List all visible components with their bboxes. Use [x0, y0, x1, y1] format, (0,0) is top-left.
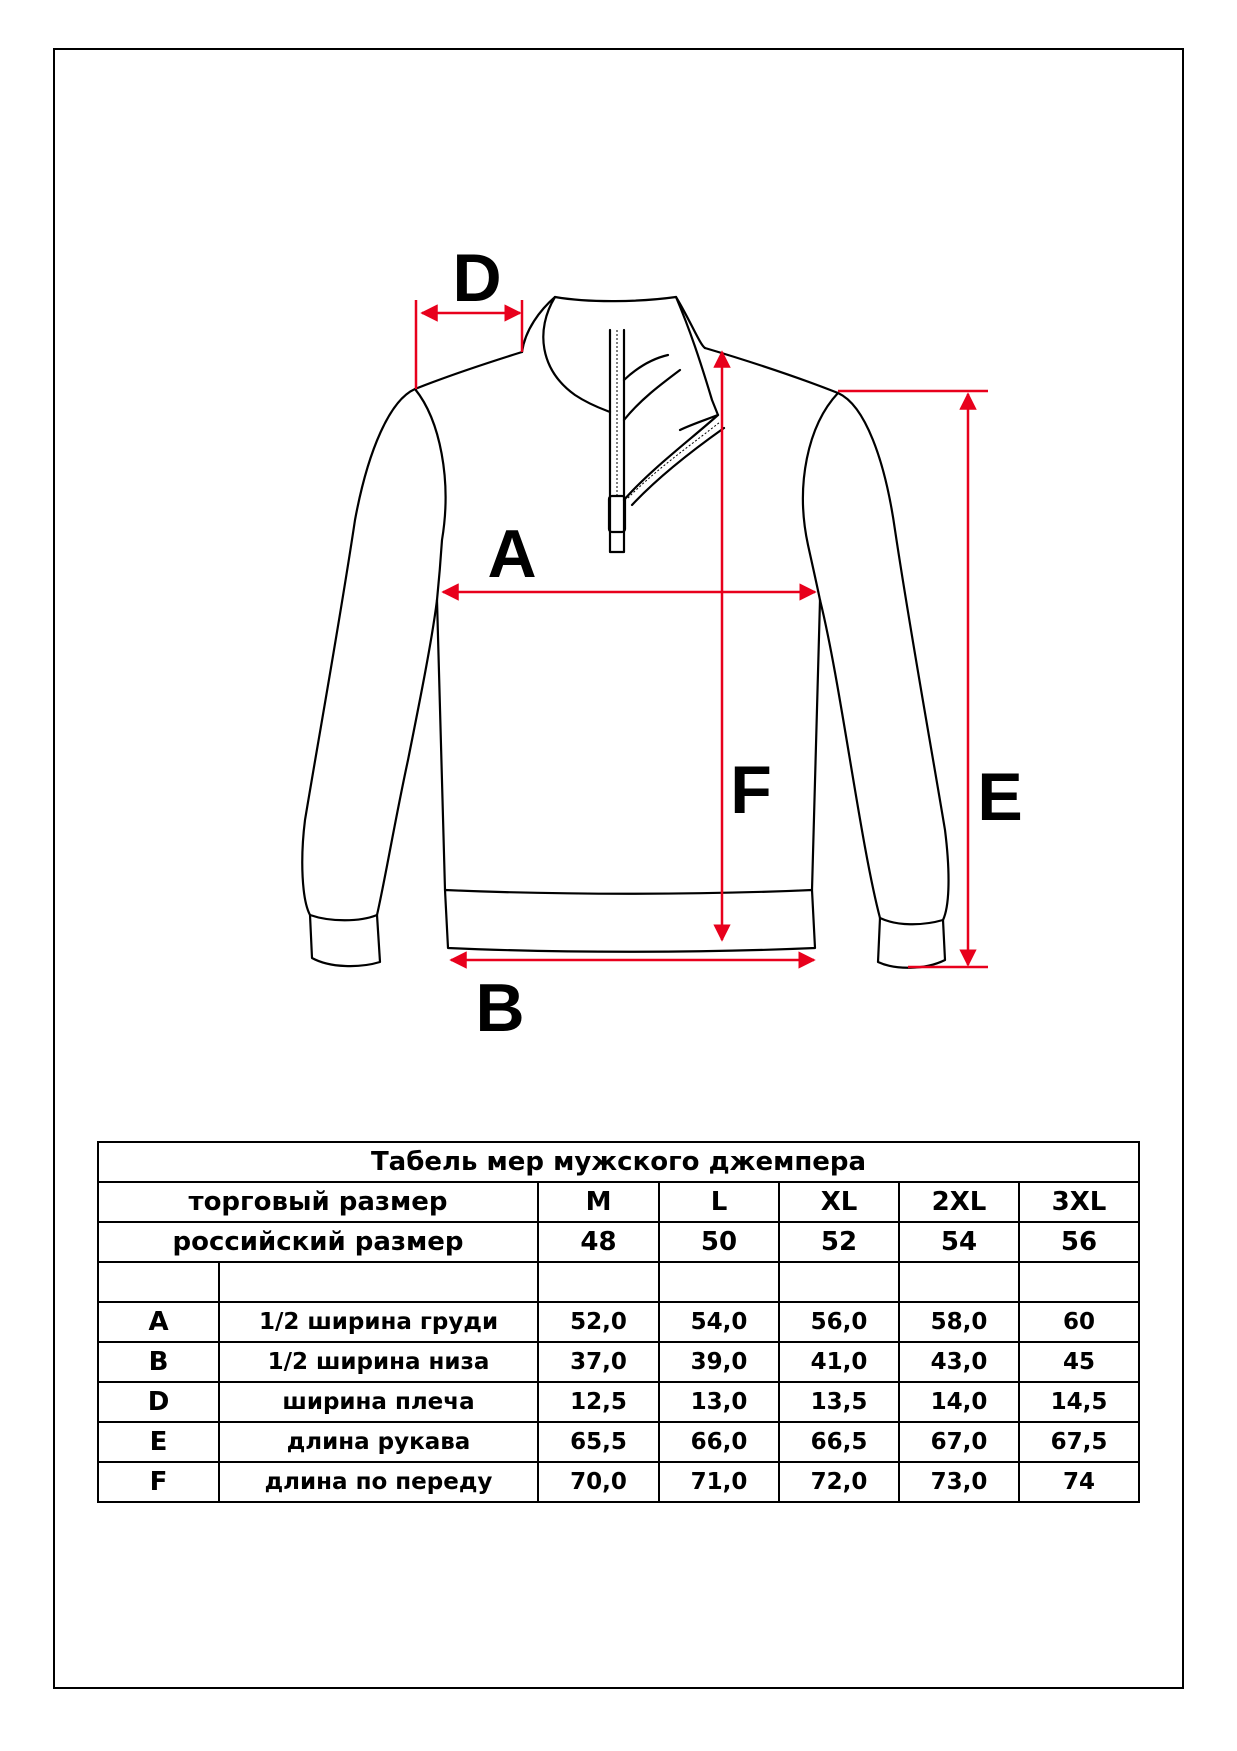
size-table-wrap: [97, 1141, 1138, 1503]
empty-cell: [779, 1262, 899, 1302]
measure-value: 52,0: [538, 1302, 659, 1342]
measure-code: A: [98, 1302, 219, 1342]
measure-value: 72,0: [779, 1462, 899, 1502]
measure-value: 67,0: [899, 1422, 1019, 1462]
zipper-pull: [609, 496, 625, 532]
table-row: [98, 1342, 1139, 1382]
right-sleeve: [820, 393, 949, 968]
table-row: [98, 1382, 1139, 1422]
zip-placket-diag2: [632, 428, 724, 505]
russian-size-cell: 52: [779, 1222, 899, 1262]
measure-code: F: [98, 1462, 219, 1502]
label-e: E: [977, 759, 1023, 835]
empty-spacer-row: [98, 1262, 1139, 1302]
table-row: [98, 1462, 1139, 1502]
measure-value: 12,5: [538, 1382, 659, 1422]
empty-cell: [659, 1262, 779, 1302]
russian-size-row: [98, 1222, 1139, 1262]
measure-label: длина по переду: [219, 1462, 538, 1502]
measure-value: 43,0: [899, 1342, 1019, 1382]
measure-lines: [416, 300, 988, 967]
body-right-side: [812, 600, 820, 890]
trade-size-label: торговый размер: [98, 1182, 538, 1222]
right-shoulder: [705, 348, 838, 393]
label-f: F: [730, 752, 772, 828]
measure-code: B: [98, 1342, 219, 1382]
measure-value: 37,0: [538, 1342, 659, 1382]
trade-size-row: [98, 1182, 1139, 1222]
measure-label: ширина плеча: [219, 1382, 538, 1422]
measure-value: 39,0: [659, 1342, 779, 1382]
measure-label: 1/2 ширина низа: [219, 1342, 538, 1382]
measure-value: 14,0: [899, 1382, 1019, 1422]
left-cuff: [310, 915, 377, 920]
jumper-outline: [302, 297, 948, 968]
right-armhole: [803, 393, 838, 600]
empty-cell: [899, 1262, 1019, 1302]
measure-label: 1/2 ширина груди: [219, 1302, 538, 1342]
label-b: B: [475, 970, 525, 1046]
measure-code: D: [98, 1382, 219, 1422]
label-a: A: [487, 516, 537, 592]
measure-value: 13,0: [659, 1382, 779, 1422]
measure-value: 56,0: [779, 1302, 899, 1342]
measure-value: 73,0: [899, 1462, 1019, 1502]
zip-facing: [624, 355, 668, 380]
left-shoulder: [415, 352, 522, 389]
table-title: Табель мер мужского джемпера: [98, 1142, 1139, 1182]
measure-value: 54,0: [659, 1302, 779, 1342]
table-title-row: [98, 1142, 1139, 1182]
measure-value: 67,5: [1019, 1422, 1139, 1462]
measure-label: длина рукава: [219, 1422, 538, 1462]
russian-size-cell: 56: [1019, 1222, 1139, 1262]
collar-right-fold: [676, 297, 718, 430]
body-left-side: [437, 600, 445, 890]
hem-band: [445, 890, 815, 952]
left-sleeve: [302, 389, 437, 966]
size-table: [97, 1141, 1140, 1503]
measure-value: 45: [1019, 1342, 1139, 1382]
russian-size-label: российский размер: [98, 1222, 538, 1262]
measure-value: 14,5: [1019, 1382, 1139, 1422]
russian-size-cell: 50: [659, 1222, 779, 1262]
measure-code: E: [98, 1422, 219, 1462]
measure-value: 58,0: [899, 1302, 1019, 1342]
empty-cell: [1019, 1262, 1139, 1302]
russian-size-cell: 48: [538, 1222, 659, 1262]
measure-value: 66,5: [779, 1422, 899, 1462]
measure-value: 41,0: [779, 1342, 899, 1382]
trade-size-cell: 2XL: [899, 1182, 1019, 1222]
measure-value: 70,0: [538, 1462, 659, 1502]
empty-cell: [219, 1262, 538, 1302]
table-row: [98, 1302, 1139, 1342]
measure-value: 74: [1019, 1462, 1139, 1502]
measure-value: 60: [1019, 1302, 1139, 1342]
right-cuff: [880, 918, 943, 924]
zipper-right: [624, 370, 680, 420]
trade-size-cell: XL: [779, 1182, 899, 1222]
trade-size-cell: L: [659, 1182, 779, 1222]
empty-cell: [538, 1262, 659, 1302]
trade-size-cell: M: [538, 1182, 659, 1222]
russian-size-cell: 54: [899, 1222, 1019, 1262]
measure-labels: [452, 240, 1022, 1046]
trade-size-cell: 3XL: [1019, 1182, 1139, 1222]
collar-inner: [543, 297, 610, 412]
measure-value: 65,5: [538, 1422, 659, 1462]
zip-placket-diag: [624, 415, 718, 500]
label-d: D: [452, 240, 502, 316]
measure-value: 71,0: [659, 1462, 779, 1502]
measure-value: 13,5: [779, 1382, 899, 1422]
left-armhole: [415, 389, 446, 600]
measure-value: 66,0: [659, 1422, 779, 1462]
empty-cell: [98, 1262, 219, 1302]
table-row: [98, 1422, 1139, 1462]
